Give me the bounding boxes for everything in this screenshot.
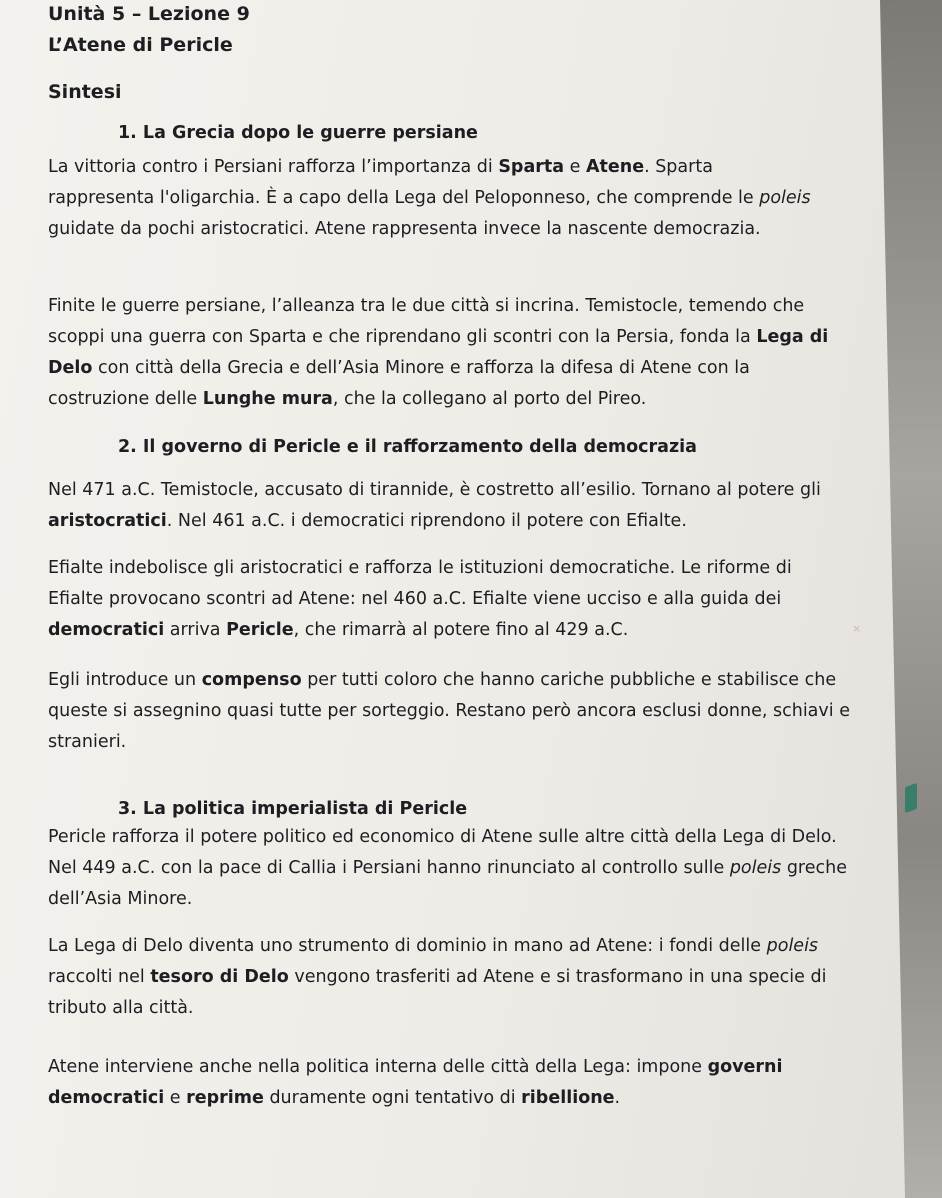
paragraph xyxy=(48,1052,853,1114)
italic-term: poleis xyxy=(766,936,819,956)
paragraph xyxy=(48,291,838,415)
text-run: arriva xyxy=(164,620,227,640)
paragraph xyxy=(48,152,818,245)
text-run: , che la collegano al porto del Pireo. xyxy=(332,389,647,409)
bold-term: ribellione xyxy=(521,1088,615,1108)
text-run: Nel 471 a.C. Temistocle, accusato di tirannide, è costretto all’esilio. Tornano al potere gli xyxy=(48,480,821,500)
summary-label: Sintesi xyxy=(48,81,122,103)
paragraph xyxy=(48,822,848,915)
text-run: Pericle rafforza il potere politico ed economico di Atene sulle altre città della Lega di Delo. Nel 449 a.C. con la pace di Callia i Persiani hanno rinunciato al controllo sulle xyxy=(48,827,837,878)
bold-term: Lega di Delo xyxy=(48,327,829,378)
text-run: La vittoria contro i Persiani rafforza l’importanza di xyxy=(48,157,499,177)
text-run: raccolti nel xyxy=(48,967,151,987)
text-run: , che rimarrà al potere fino al 429 a.C. xyxy=(293,620,629,640)
paragraph xyxy=(48,553,848,646)
text-run: Finite le guerre persiane, l’alleanza tra le due città si incrina. Temistocle, temendo che scoppi una guerra con Sparta e che riprendano gli scontri con la Persia, fonda la xyxy=(48,296,805,347)
bold-term: Sparta xyxy=(498,157,565,177)
text-run: . Sparta rappresenta l'oligarchia. È a capo della Lega del Peloponneso, che comprende le xyxy=(48,157,760,208)
text-run: greche dell’Asia Minore. xyxy=(48,858,847,909)
text-run: e xyxy=(564,157,586,177)
bold-term: Lunghe mura xyxy=(202,389,333,409)
italic-term: poleis xyxy=(759,188,811,208)
section-heading-2: 2. Il governo di Pericle e il rafforzamento della democrazia xyxy=(118,437,697,457)
text-run: Efialte indebolisce gli aristocratici e rafforza le istituzioni democratiche. Le riforme di Efialte provocano scontri ad Atene: nel 460 a.C. Efialte viene ucciso e alla guida dei xyxy=(48,558,792,609)
text-run: . Nel 461 a.C. i democratici riprendono il potere con Efialte. xyxy=(166,511,687,531)
bold-term: democratici xyxy=(48,620,165,640)
margin-mark: × xyxy=(852,622,862,635)
text-run: Atene interviene anche nella politica interna delle città della Lega: impone xyxy=(48,1057,708,1077)
italic-term: poleis xyxy=(729,858,782,878)
text-run: guidate da pochi aristocratici. Atene rappresenta invece la nascente democrazia. xyxy=(48,219,761,239)
bold-term: Atene xyxy=(585,157,645,177)
text-run: vengono trasferiti ad Atene e si trasformano in una specie di tributo alla città. xyxy=(48,967,827,1018)
bold-term: tesoro di Delo xyxy=(150,967,289,987)
paragraph xyxy=(48,665,858,758)
bold-term: compenso xyxy=(201,670,302,690)
paragraph xyxy=(48,475,828,537)
bold-term: governi democratici xyxy=(48,1057,783,1108)
section-heading-1: 1. La Grecia dopo le guerre persiane xyxy=(118,123,478,143)
bold-term: aristocratici xyxy=(48,511,167,531)
bold-term: Pericle xyxy=(226,620,294,640)
text-run: duramente ogni tentativo di xyxy=(263,1088,522,1108)
text-run: . xyxy=(614,1088,621,1108)
text-run: e xyxy=(164,1088,187,1108)
bold-term: reprime xyxy=(186,1088,264,1108)
text-run: Egli introduce un xyxy=(48,670,202,690)
paragraph xyxy=(48,931,853,1024)
text-run: La Lega di Delo diventa uno strumento di dominio in mano ad Atene: i fondi delle xyxy=(48,936,767,956)
section-heading-3: 3. La politica imperialista di Pericle xyxy=(118,799,468,819)
text-run: per tutti coloro che hanno cariche pubbliche e stabilisce che queste si assegnino quasi tutte per sorteggio. Restano però ancora esclusi donne, schiavi e stranieri. xyxy=(48,670,850,752)
sticky-tab xyxy=(905,783,917,813)
unit-label: Unità 5 – Lezione 9 xyxy=(48,3,250,25)
text-run: con città della Grecia e dell’Asia Minore e rafforza la difesa di Atene con la costruzione delle xyxy=(48,358,750,409)
page-title: L’Atene di Pericle xyxy=(48,34,233,56)
